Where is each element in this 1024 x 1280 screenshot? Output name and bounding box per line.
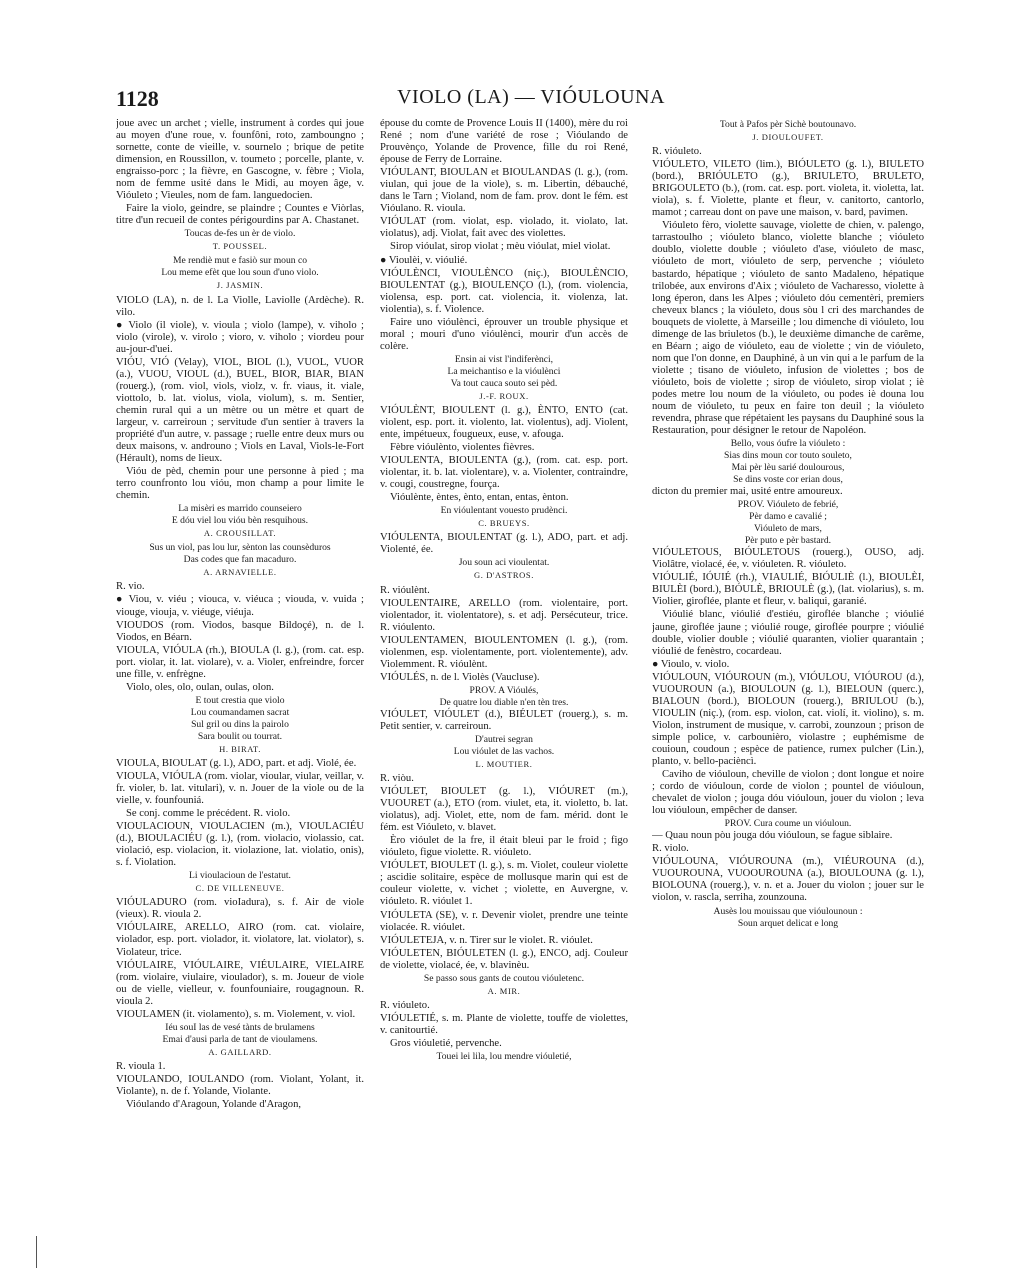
quotation-line: Lou vióulet de las vachos. xyxy=(453,745,555,757)
dictionary-entry: R. vióulènt. xyxy=(380,584,430,596)
dictionary-entry: Vióu de pèd, chemin pour une personne à pied ; ma terro counfronto lou vióu, mon champ a pour limite le chemin. xyxy=(116,466,364,502)
quotation-line: PROV. Cura coume un vióuloun. xyxy=(724,818,852,830)
dictionary-entry: VIÓULET, BIOULET (l. g.), s. m. Violet, couleur violette ; ascidie solitaire, espèce de mollusque marin qui est de couleur violette, v. vichet ; violette, en Auvergne, v. vióuleto. R. vióulet 1. xyxy=(380,860,628,908)
dictionary-entry: VIÓULETIÉ, s. m. Plante de violette, touffe de violettes, v. canitourtié. xyxy=(380,1012,628,1036)
dictionary-entry: VIÓULÈNT, BIOULENT (l. g.), ÈNTO, ENTO (cat. violent, esp. port. it. violento, lat. violentus), adj. Violent, ente, impétueux, fougueux, euse, v. afouga. xyxy=(380,404,628,441)
quotation-line: En vióulentant vouesto prudènci. xyxy=(440,505,568,517)
dictionary-entry: VIOULA, VIÓULA (rh.), BIOULA (l. g.), (rom. cat. esp. port. violar, it. lat. violare), v. a. Violer, enfreindre, forcer une fille, v. enfrègne. xyxy=(116,644,364,680)
page-number: 1128 xyxy=(116,86,159,111)
dictionary-entry: VIOULACIOUN, VIOULACIEN (m.), VIOULACIÉU (d.), BIOULACIÉU (g. l.), (rom. violacio, violassio, cat. violació, esp. violacion, it. violazione, lat. violatio, onis), s. f. Violation. xyxy=(116,821,364,869)
page-header xyxy=(116,86,946,112)
quotation-line: De quatre lou diable n'en tèn tres. xyxy=(439,696,569,708)
quotation-author: J. JASMIN. xyxy=(216,280,264,291)
dictionary-entry: VIÓULÈNCI, VIOULÈNCO (niç.), BIOULÈNCIO, BIOULENTAT (g.), BIOULENÇO (l.), (rom. violencia, violensa, esp. port. cat. violencia, it. violenza, lat. violentia), s. f. Violence. xyxy=(380,267,628,315)
dictionary-entry: Gros vióuletié, pervenche. xyxy=(390,1037,502,1049)
quotation-line: E dóu viel lou vióu bèn resquihous. xyxy=(171,515,309,527)
dictionary-entry: VIÓULOUNA, VIÓUROUNA (m.), VIÉUROUNA (d.), VUOUROUNA, VUOOUROUNA (a.), BIOULOUNA (g. l.), BIOLOUNA (rouerg.), v. n. et a. Jouer du violon ; jouer sur le violon, v. rascla, serriha, zounzouna. xyxy=(652,856,924,904)
quotation-author: C. DE VILLENEUVE. xyxy=(195,883,285,894)
quotation-line: Sus un viol, pas lou lur, sènton las counsèduros xyxy=(149,542,331,554)
quotation-line: Sul gril ou dins la pairolo xyxy=(191,718,289,730)
quotation-line: Tout à Pafos pèr Sichè boutounavo. xyxy=(719,119,857,130)
quotation-line: Iéu souI las de vesé tànts de brulamens xyxy=(165,1021,315,1033)
dictionary-entry: VIOULENTAIRE, ARELLO (rom. violentaire, port. violentador, it. violentatore), s. et adj. Persécuteur, trice. R. vióulento. xyxy=(380,597,628,633)
quotation-line: Touei lei lila, lou mendre vióuletié, xyxy=(436,1051,572,1062)
quotation-line: Lou meme efèt que lou soun d'uno violo. xyxy=(161,267,319,279)
dictionary-entry: VIOULENTAMEN, BIOULENTOMEN (l. g.), (rom. violenmen, esp. violentamente, port. violentemente), adv. Violemment. R. vióulènt. xyxy=(380,634,628,670)
quotation-line: Das codes que fan macaduro. xyxy=(183,554,297,566)
dictionary-entry: VIOULA, VIÓULA (rom. violar, vioular, viular, veillar, v. fr. violer, b. lat. vitulari), v. n. Jouer de la viole ou de la vielle, v. founfouniá. xyxy=(116,770,364,807)
dictionary-entry: VIOULENTA, BIOULENTA (g.), (rom. cat. esp. port. violentar, it. b. lat. violentare), v. a. Violenter, contraindre, v. cougi, coustregne, fourça. xyxy=(380,455,628,491)
dictionary-entry: ● Violo (il viole), v. vioula ; violo (lampe), v. viholo ; violo (virole), v. virolo ; vioro, v. viholo ; viordeu pour au-jour-d'uei. xyxy=(116,319,364,355)
dictionary-entry: VIÓULETA (SE), v. r. Devenir violet, prendre une teinte violacée. R. vióulet. xyxy=(380,909,628,933)
dictionary-entry: Violo, oles, olo, oulan, oulas, olon. xyxy=(126,681,274,693)
running-title: VIOLO (LA) — VIÓULOUNA xyxy=(397,86,665,108)
dictionary-entry: Vióuleto fèro, violette sauvage, violette de chien, v. palengo, tarrastoulho ; vióuleto blanco, violette blanche ; vióuleto doublo, violette double ; vióuleto d'ase, vióuleto de masc, vióuleto de mort, vióuleto de serp, pervenche ; vióuleto bastardo, hépatique ; vióuleto de santo Madaleno, hépatique trilobée, aux environs d'Aix ; vióuleto de Vacharesso, violette à long éperon, dans les Alpes ; vióuleto dóu cementèri, premiers cheveux blancs ; la vióuleto, dous sòu l cri des marchandes de bouquets de violette, à Marseille ; lou dimenche di vióuleto, lou dimenge de las briuletos (b.), le deuxième dimanche de carême, en Béarn ; aigo de vióuleto, eau de violette ; vin de vióuleto, nom que l'on donne, en Dauphiné, à un vin qui a le parfum de la violette ; tisano de vióuleto, infusion de violettes ; bos de vióuleto, bois de violette ; sirop de vióuleto, sirop violat ; iè podes metre lou noum de la vióuleto, ou podes iè douna lou noum de vióuleto, tu peux en faire ton deuil ; la vióuleto revendra, phrase que répétaient les paysans du Dauphiné sous la Restauration, pour désigner le retour de Napoléon. xyxy=(652,220,924,437)
dictionary-entry: Èro vióulet de la fre, il était bleui par le froid ; figo vióuleto, figue violette. R. vióuleto. xyxy=(380,835,628,859)
dictionary-entry: VIÓULETEJA, v. n. Tirer sur le violet. R. vióulet. xyxy=(380,934,593,946)
quotation-line: La meichantiso e la vióulènci xyxy=(447,365,561,377)
quotation-line: Vióuleto de mars, xyxy=(754,523,822,535)
quotation-line: D'autrei segran xyxy=(475,733,533,745)
quotation-author: A. GAILLARD. xyxy=(208,1046,272,1057)
quotation-line: Soun arquet delicat e long xyxy=(737,917,839,929)
quotation-line: Emai d'ausi parla de tant de vioulamens. xyxy=(162,1033,318,1045)
quotation-author: A. MIR. xyxy=(487,985,521,996)
quotation-line: Pèr damo e cavalié ; xyxy=(749,511,827,523)
dictionary-entry: R. violo. xyxy=(652,843,689,855)
dictionary-entry: Vióulando d'Aragoun, Yolande d'Aragon, xyxy=(126,1099,302,1110)
quotation-line: E tout crestia que violo xyxy=(195,694,285,706)
text-column-right xyxy=(652,118,924,1190)
text-column-middle xyxy=(380,118,628,1190)
dictionary-entry: VIÓU, VIÓ (Velay), VIOL, BIOL (l.), VUOL, VUOR (a.), VUOU, VIOUL (d.), BUEL, BIOR, BIAR, BIAN (rouerg.), (rom. viol, viols, violz, v. fr. viaus, it. viale, viottolo, b. lat. violus, viola, violum), s. m. Sentier, chemin rural qui a un mètre ou un mètre et quart de largeur, v. carreiroun ; servitude d'un sentier à travers la propriété d'un autre, v. passage ; ruelle entre deux murs ou deux maisons, v. androuno ; Viols en Laval, Viols-le-Fort (Hérault), noms de lieux. xyxy=(116,356,364,465)
dictionary-entry: Fèbre vióulènto, violentes fièvres. xyxy=(390,442,535,454)
dictionary-entry: ● Vioulèi, v. vióulié. xyxy=(380,254,468,266)
dictionary-entry: Sirop vióulat, sirop violat ; mèu vióulat, miel violat. xyxy=(390,241,611,253)
quotation-line: PROV. A Vióulés, xyxy=(469,684,539,696)
quotation-line: Sias dins moun cor touto souleto, xyxy=(724,450,852,462)
dictionary-entry: Se conj. comme le précédent. R. violo. xyxy=(126,808,291,820)
dictionary-entry: VIÓULAT (rom. violat, esp. violado, it. violato, lat. violatus), adj. Violat, fait avec des violettes. xyxy=(380,216,628,240)
quotation-line: Va tout cauca souto sei pèd. xyxy=(450,377,558,389)
dictionary-entry: VIÓULET, VIÓULET (d.), BIÉULET (rouerg.), s. m. Petit sentier, v. carreiroun. xyxy=(380,708,628,732)
quotation-author: J. DIOULOUFET. xyxy=(752,132,824,142)
dictionary-entry: R. vio. xyxy=(116,581,145,593)
quotation-line: Lou coumandamen sacrat xyxy=(190,706,290,718)
dictionary-entry: VIOULANDO, IOULANDO (rom. Violant, Yolant, it. Violante), n. de f. Yolande, Violante. xyxy=(116,1073,364,1097)
dictionary-entry: Vióulié blanc, vióulié d'estiéu, giroflée blanche ; vióulié jaune, giroflée jaune ; vióulié rouge, giroflée pourpre ; vióulié double, violier double ; vióulié quaranten, violier quarantain ; vióulié de fenèstro, cocardeau. xyxy=(652,609,924,657)
quotation-author: H. BIRAT. xyxy=(219,743,261,754)
dictionary-entry: VIÓULAIRE, ARELLO, AIRO (rom. cat. violaire, violador, esp. port. violador, it. violatore, lat. violator), s. Violateur, trice. xyxy=(116,922,364,958)
dictionary-entry: R. viòu. xyxy=(380,773,414,785)
quotation-author: A. ARNAVIELLE. xyxy=(203,567,277,578)
dictionary-entry: R. vióuleto. xyxy=(380,999,430,1011)
dictionary-entry: joue avec un archet ; vielle, instrument à cordes qui joue au moyen d'une roue, v. founfôni, roto, zamboungno ; sornette, conte de vieille, v. sournelo ; brique de petite dimension, en Roussillon, v. toumeto ; porcelle, plante, v. engraisso-porc ; la fièvre, en Gascogne, v. fèbre ; Viola, nom de femme usité dans le Midi, au moyen âge, v. Vióuleto ; Vieules, nom de fam. languedocien. xyxy=(116,118,364,202)
quotation-author: G. D'ASTROS. xyxy=(474,570,534,581)
dictionary-entry: ● Viou, v. viéu ; viouca, v. viéuca ; viouda, v. vuida ; viouge, viouja, v. viéuge, viéuja. xyxy=(116,594,364,618)
dictionary-entry: Vióulènte, èntes, ènto, entan, entas, ènton. xyxy=(390,492,569,504)
dictionary-entry: R. vióuleto. xyxy=(652,146,702,158)
dictionary-entry: VIÓULANT, BIOULAN et BIOULANDAS (l. g.), (rom. viulan, qui joue de la viole), s. m. Libertin, débauché, dans le Tarn ; Violand, nom de fam. prov. dont le fém. est Vióulano. R. vioula. xyxy=(380,167,628,215)
quotation-line: Ensin ai vist l'indiferènci, xyxy=(454,353,554,365)
dictionary-entry: VIÓULAIRE, VIÓULAIRE, VIÉULAIRE, VIELAIRE (rom. violaire, viulaire, vioulador), s. m. Joueur de viole ou de vielle, vielleur, v. founfouniaire, rougagnoun. R. vioula 2. xyxy=(116,959,364,1007)
dictionary-entry: VIOULAMEN (it. violamento), s. m. Violement, v. viol. xyxy=(116,1008,356,1020)
dictionary-entry: VIÓULOUN, VIÓUROUN (m.), VIÓULOU, VIÓUROU (d.), VUOUROUN (a.), BIOULOUN (g. l.), BIELOUN (querc.), BIALOUN (bord.), BIOLOUN (rouerg.), BRIULOU (b.), VIOULIN (niç.), (rom. esp. violon, cat. violí, it. violino), s. m. Violon, instrument de musique, v. carrobì, zounzoun ; prison de simple police, v. carbounièro, violastre ; euphémisme de couioun, coudoun ; espèce de patience, rumex pulcher (Lin.), planto, v. bello-pacièncì. xyxy=(652,671,924,768)
quotation-line: Me rendiè mut e fasiò sur moun co xyxy=(172,255,307,267)
dictionary-entry: VIÓULIÉ, IÓUIÉ (rh.), VIAULIÉ, BIÓULIÈ (l.), BIOULÈI, BIULÈI (bord.), BIÓULÈ, BRIOULÈ (g.), (lat. violarius), s. m. Violier, giroflée, plante et fleur, v. baliqui, garanié. xyxy=(652,572,924,608)
quotation-line: Se dins voste cor erian dous, xyxy=(733,474,843,486)
quotation-line: Se passo sous gants de coutou vióuletenc. xyxy=(423,972,585,984)
text-column-left xyxy=(116,118,364,1190)
dictionary-entry: VIOULA, BIOULAT (g. l.), ADO, part. et adj. Violé, ée. xyxy=(116,757,357,769)
margin-mark xyxy=(36,1236,37,1268)
quotation-line: Ausès lou mouissau que vióulounoun : xyxy=(713,905,863,917)
dictionary-entry: VIÓULADURO (rom. vioIadura), s. f. Air de viole (vieux). R. vioula 2. xyxy=(116,897,364,921)
quotation-line: La misèri es marrido counseiero xyxy=(178,503,302,515)
quotation-line: Pèr puto e pèr bastard. xyxy=(744,535,832,547)
quotation-author: A. CROUSILLAT. xyxy=(203,528,277,539)
dictionary-entry: VIÓULETO, VILETO (lim.), BIÓULETO (g. l.), BIULETO (bord.), BRIÓULETO (g.), BRIULETO, BRULETO, BRIGOULETO (b.), (rom. cat. esp. port. violeta, it. violetta, lat. viola), s. f. Violette, plante et fleur, v. canitorto, cantorlo, mamot ; carreau dont on pave une maison, v. bard, pavimen. xyxy=(652,159,924,219)
dictionary-entry: VIÓULETOUS, BIÓULETOUS (rouerg.), OUSO, adj. Violâtre, violacé, ée, v. vióuleten. R. vióuleto. xyxy=(652,547,924,571)
quotation-line: Toucas de-fes un èr de violo. xyxy=(184,228,296,240)
quotation-author: T. POUSSEL. xyxy=(212,241,268,252)
dictionary-entry: Faire la violo, geindre, se plaindre ; Countes e Viòrlas, titre d'un recueil de contes périgourdins par A. Chastanet. xyxy=(116,203,364,227)
dictionary-entry: ● Vioulo, v. violo. xyxy=(652,658,730,670)
quotation-line: Li vioulacioun de l'estatut. xyxy=(189,870,291,882)
dictionary-entry: dicton du premier mai, usité entre amoureux. xyxy=(652,486,843,498)
dictionary-entry: Caviho de vióuloun, cheville de violon ; dont longue et noire ; cordo de vióuloun, corde de violon ; pountel de vióuloun, chevalet de violon ; jouga dóu vióuloun, jouer du violon ; leva lou vióuloun, empêcher de danser. xyxy=(652,769,924,817)
dictionary-entry: — Quau noun pòu jouga dóu vióuloun, se fague siblaire. xyxy=(652,830,893,842)
dictionary-entry: VIOLO (LA), n. de l. La Violle, Laviolle (Ardèche). R. vilo. xyxy=(116,294,364,318)
dictionary-entry: VIOUDOS (rom. Viodos, basque Bildoçé), n. de l. Viodos, en Béarn. xyxy=(116,619,364,643)
dictionary-entry: VIÓULET, BIOULET (g. l.), VIÓURET (m.), VUOURET (a.), ETO (rom. viulet, eta, it. violetto, b. lat. violatus), adj. Violet, ette, nom de fam. mérid. dont le fém. est Vióuleto, v. blavet. xyxy=(380,786,628,834)
dictionary-entry: VIÓULENTA, BIOULENTAT (g. l.), ADO, part. et adj. Violenté, ée. xyxy=(380,532,628,556)
quotation-line: PROV. Vióuleto de febrié, xyxy=(737,499,839,511)
quotation-line: Sara boulit ou tourrat. xyxy=(197,730,283,742)
dictionary-entry: Faire uno vióulènci, éprouver un trouble physique et moral ; mouri d'uno vióulènci, mourir d'un accès de colère. xyxy=(380,316,628,352)
dictionary-entry: épouse du comte de Provence Louis II (1400), mère du roi René ; nom d'une variété de rose ; Vióulando de Prouvènço, Yolande de Provence, fille du roi René, épouse de Ferry de Lorraine. xyxy=(380,118,628,166)
quotation-author: J.-F. ROUX. xyxy=(479,390,529,401)
dictionary-entry: VIÓULÉS, n. de l. Violès (Vaucluse). xyxy=(380,671,540,683)
dictionary-entry: R. vioula 1. xyxy=(116,1060,166,1072)
quotation-line: Jou soun aci vioulentat. xyxy=(458,557,550,569)
quotation-author: L. MOUTIER. xyxy=(475,758,533,769)
dictionary-entry: VIÓULETEN, BIÓULETEN (l. g.), ENCO, adj. Couleur de violette, violacé, ée, v. blavinèu. xyxy=(380,947,628,971)
quotation-line: Mai pèr lèu sarié doulourous, xyxy=(731,462,845,474)
quotation-author: C. BRUEYS. xyxy=(478,518,530,529)
quotation-line: Bello, vous óufre la vióuleto : xyxy=(730,438,846,450)
